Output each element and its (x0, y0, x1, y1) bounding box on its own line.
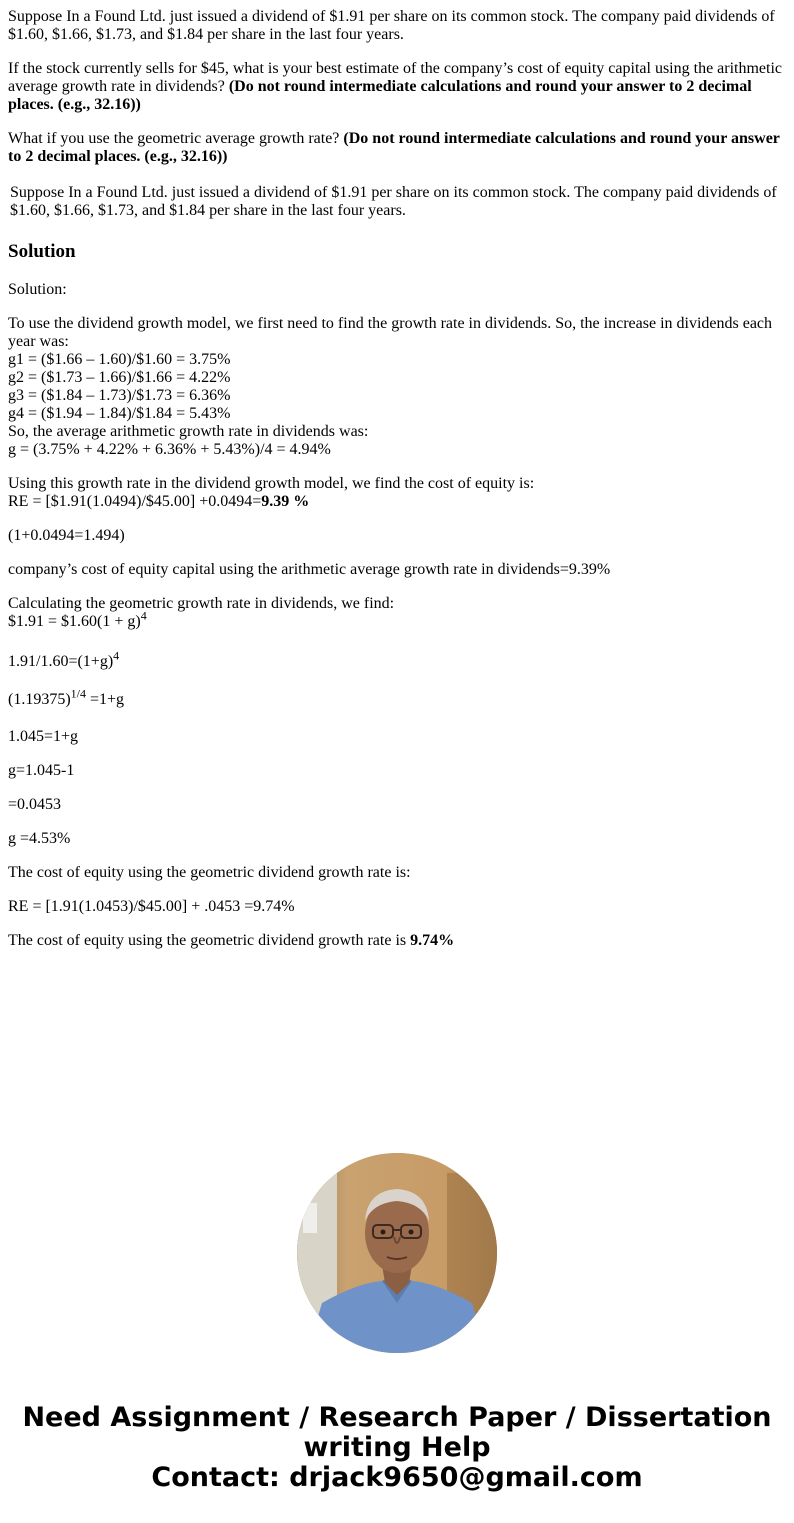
solution-heading: Solution (8, 241, 76, 262)
question-intro: Suppose In a Found Ltd. just issued a dividend of $1.91 per share on its common stock. The company paid dividends of $1.60, $1.66, $1.73, and $1.84 per share in the last four years. (8, 8, 775, 43)
calc-line: g2 = ($1.73 – 1.66)/$1.66 = 4.22% (8, 369, 231, 386)
calc-line: g4 = ($1.94 – 1.84)/$1.84 = 5.43% (8, 405, 231, 422)
question-part-1-instruction: (Do not round intermediate calculations and round your answer to 2 decimal places. (e.g., 32.16)) (8, 78, 752, 113)
final-answer-text: The cost of equity using the geometric dividend growth rate is (8, 932, 411, 949)
exponent: 4 (113, 648, 120, 663)
arithmetic-summary: company’s cost of equity capital using the arithmetic average growth rate in dividends=9.39% (8, 561, 611, 578)
calc-line: g = (3.75% + 4.22% + 6.36% + 5.43%)/4 = 4.94% (8, 441, 331, 458)
geometric-equation-3-base: (1.19375) (8, 691, 71, 708)
geometric-equation-7: g =4.53% (8, 830, 71, 847)
question-intro-repeat (8, 182, 786, 220)
promo-contact: Contact: drjack9650@gmail.com (151, 1462, 643, 1493)
question-part-2 (8, 130, 786, 166)
geometric-equation-5: g=1.045-1 (8, 762, 75, 779)
growth-calculation-block (8, 315, 786, 459)
re1-formula: RE = [$1.91(1.0494)/$45.00] +0.0494= (8, 493, 262, 510)
geometric-intro (8, 595, 394, 631)
geometric-equation-6: =0.0453 (8, 796, 62, 813)
calc-line: g1 = ($1.66 – 1.60)/$1.60 = 3.75% (8, 351, 231, 368)
solution-label: Solution: (8, 281, 67, 298)
promo-banner (0, 1403, 794, 1493)
final-answer-value: 9.74% (410, 932, 455, 949)
promo-line-1: Need Assignment / Research Paper / Dissertation (22, 1402, 772, 1433)
question-part-1 (8, 60, 786, 114)
geometric-cost-intro: The cost of equity using the geometric dividend growth rate is: (8, 864, 411, 881)
re1-result: 9.39 % (261, 493, 310, 510)
calc-line: To use the dividend growth model, we first need to find the growth rate in dividends. So, the increase in dividends each year was: (8, 315, 773, 350)
re1-formula-line (8, 493, 534, 511)
geometric-intro-text: Calculating the geometric growth rate in dividends, we find: (8, 595, 395, 612)
question-part-2-instruction: (Do not round intermediate calculations and round your answer to 2 decimal places. (e.g., 32.16)) (8, 130, 780, 165)
calc-line: So, the average arithmetic growth rate in dividends was: (8, 423, 369, 440)
calc-line: g3 = ($1.84 – 1.73)/$1.73 = 6.36% (8, 387, 231, 404)
arithmetic-cost-of-equity (8, 475, 534, 511)
geometric-equation-1 (8, 608, 394, 631)
geometric-equation-2-text: 1.91/1.60=(1+g) (8, 653, 114, 670)
author-portrait-image (297, 1153, 497, 1353)
geometric-equation-4: 1.045=1+g (8, 728, 79, 745)
question-part-2-text: What if you use the geometric average growth rate? (8, 130, 344, 147)
geometric-equation-3-rest: =1+g (86, 691, 125, 708)
exponent: 4 (140, 608, 147, 623)
geometric-equation-3 (8, 686, 125, 709)
re1-intro: Using this growth rate in the dividend growth model, we find the cost of equity is: (8, 475, 535, 492)
note-line: (1+0.0494=1.494) (8, 527, 125, 544)
question-intro-repeat-text: Suppose In a Found Ltd. just issued a dividend of $1.91 per share on its common stock. The company paid dividends of $1.60, $1.66, $1.73, and $1.84 per share in the last four years. (10, 184, 777, 219)
geometric-equation-1-text: $1.91 = $1.60(1 + g) (8, 613, 141, 630)
geometric-equation-2 (8, 648, 120, 671)
exponent: 1/4 (70, 686, 86, 701)
final-answer (8, 932, 454, 950)
promo-line-2: writing Help (303, 1432, 491, 1463)
author-avatar (297, 1153, 497, 1353)
geometric-cost-formula: RE = [1.91(1.0453)/$45.00] + .0453 =9.74% (8, 898, 295, 915)
question-part-1-text: If the stock currently sells for $45, what is your best estimate of the company’s cost of equity capital using the arithmetic average growth rate in dividends? (8, 60, 783, 95)
